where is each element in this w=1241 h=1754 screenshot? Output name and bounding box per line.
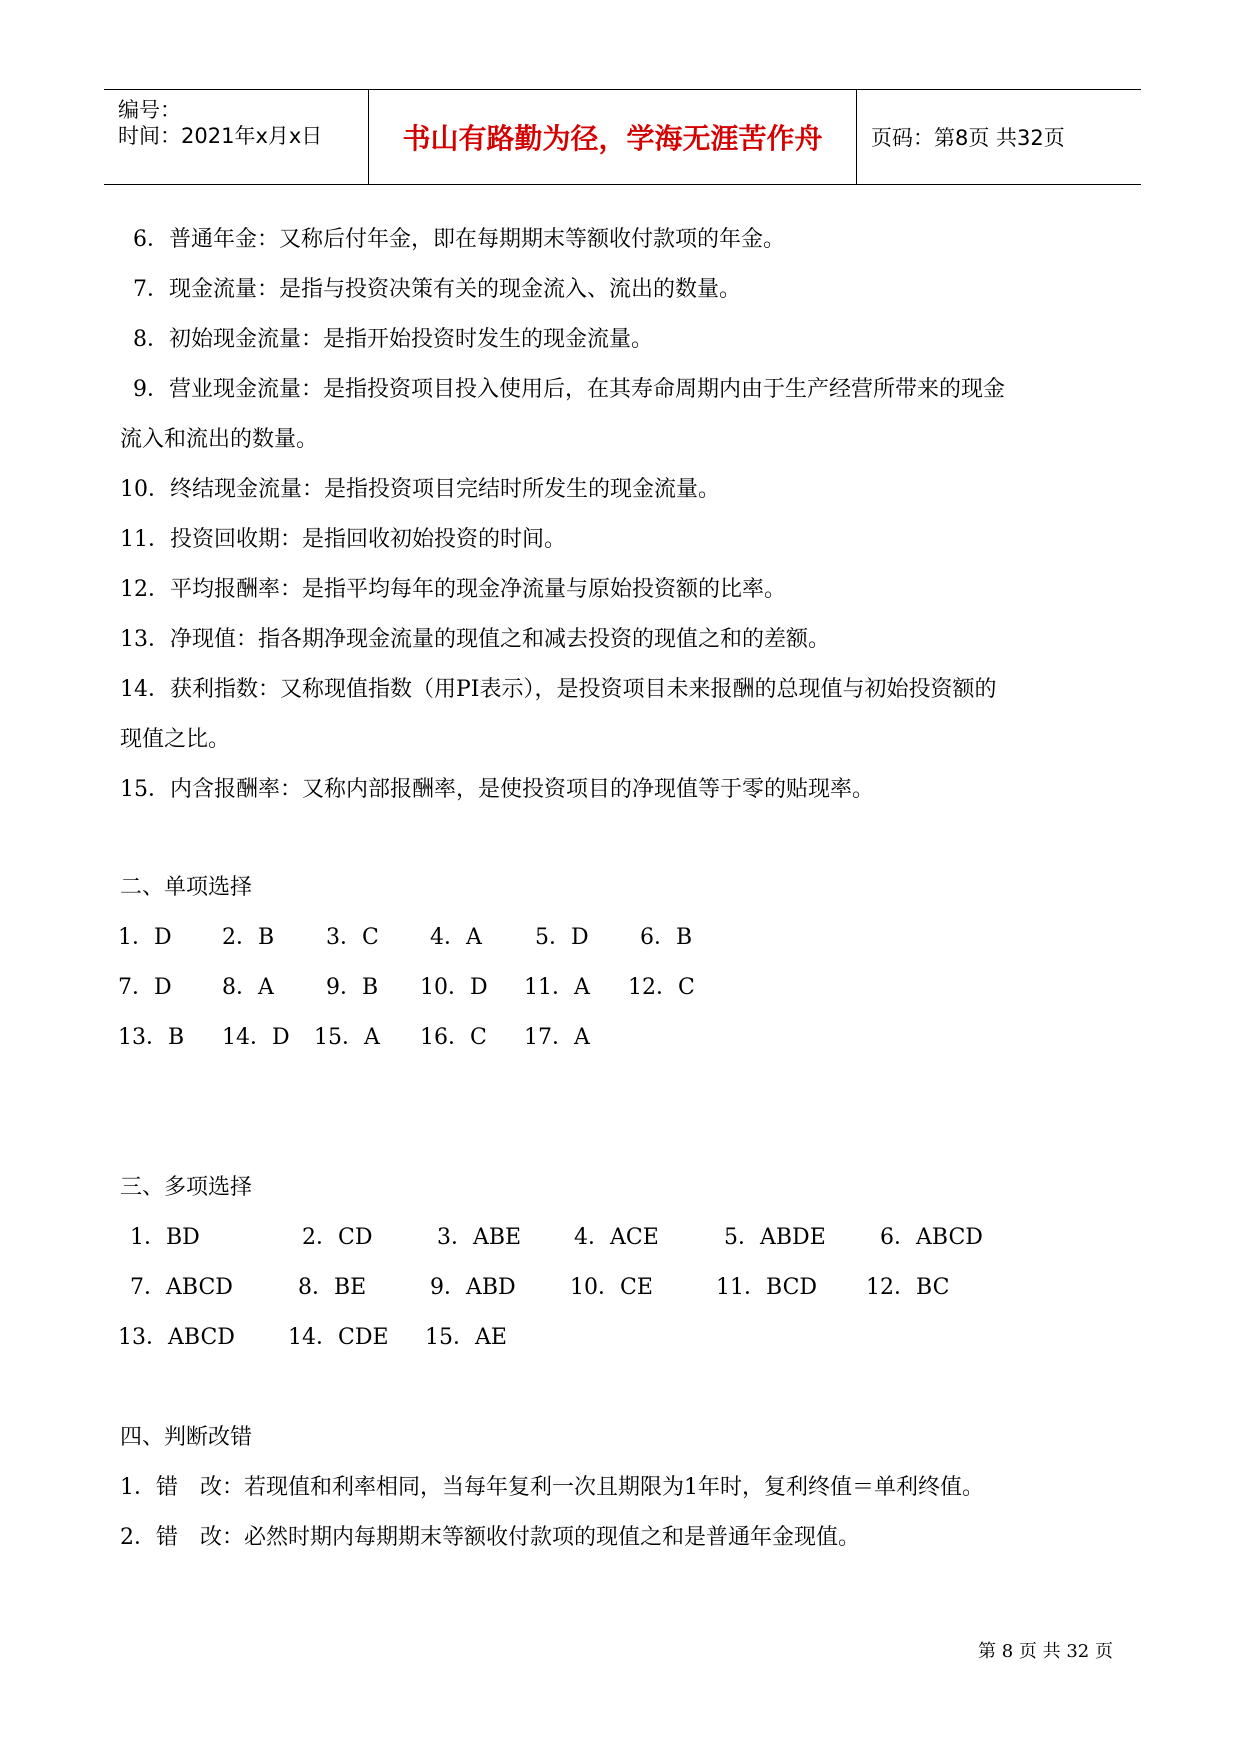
definition-12: 12．平均报酬率：是指平均每年的现金净流量与原始投资额的比率。 <box>120 577 786 602</box>
definition-11: 11．投资回收期：是指回收初始投资的时间。 <box>120 527 566 552</box>
definition-9-cont: 流入和流出的数量。 <box>120 427 319 452</box>
answer: 3．C <box>326 925 379 950</box>
answer: 9．ABD <box>430 1275 516 1300</box>
multi-choice-title: 三、多项选择 <box>120 1175 253 1200</box>
answer: 3．ABE <box>437 1225 522 1250</box>
answer: 12．C <box>628 975 695 1000</box>
answer: 10．CE <box>570 1275 653 1300</box>
definition-14-cont: 现值之比。 <box>120 727 231 752</box>
answer: 4．ACE <box>574 1225 659 1250</box>
definition-13: 13．净现值：指各期净现金流量的现值之和减去投资的现值之和的差额。 <box>120 627 830 652</box>
number-label: 编号： <box>118 98 181 122</box>
answer: 11．A <box>524 975 590 1000</box>
answer: 2．CD <box>302 1225 373 1250</box>
answer: 7．ABCD <box>130 1275 233 1300</box>
answer: 15．AE <box>425 1325 507 1350</box>
answer: 1．BD <box>130 1225 200 1250</box>
answer: 10．D <box>420 975 488 1000</box>
definition-15: 15．内含报酬率：又称内部报酬率，是使投资项目的净现值等于零的贴现率。 <box>120 777 874 802</box>
definition-7: 7．现金流量：是指与投资决策有关的现金流入、流出的数量。 <box>133 277 741 302</box>
page-footer: 第 8 页 共 32 页 <box>978 1641 1113 1662</box>
motto: 书山有路勤为径，学海无涯苦作舟 <box>369 90 857 184</box>
answer: 9．B <box>326 975 379 1000</box>
answer: 5．ABDE <box>724 1225 826 1250</box>
answer: 13．ABCD <box>118 1325 235 1350</box>
judgement-title: 四、判断改错 <box>120 1425 253 1450</box>
answer: 4．A <box>430 925 482 950</box>
answer: 14．CDE <box>288 1325 389 1350</box>
definition-10: 10．终结现金流量：是指投资项目完结时所发生的现金流量。 <box>120 477 720 502</box>
page-label: 页码：第8页 共32页 <box>871 126 1065 150</box>
answer: 16．C <box>420 1025 487 1050</box>
single-choice-title: 二、单项选择 <box>120 875 253 900</box>
answer: 1．D <box>118 925 172 950</box>
answer: 6．B <box>640 925 693 950</box>
judgement-item-2: 2．错 改：必然时期内每期期末等额收付款项的现值之和是普通年金现值。 <box>120 1525 860 1550</box>
answer: 11．BCD <box>716 1275 818 1300</box>
answer: 8．A <box>222 975 274 1000</box>
definition-9: 9．营业现金流量：是指投资项目投入使用后，在其寿命周期内由于生产经营所带来的现金 <box>133 377 1006 402</box>
time-label: 时间：2021年x月x日 <box>118 124 323 148</box>
answer: 5．D <box>535 925 589 950</box>
header-meta-cell <box>104 90 369 184</box>
answer: 14．D <box>222 1025 290 1050</box>
answer: 17．A <box>524 1025 590 1050</box>
definition-6: 6．普通年金：又称后付年金，即在每期期末等额收付款项的年金。 <box>133 227 785 252</box>
judgement-item-1: 1．错 改：若现值和利率相同，当每年复利一次且期限为1年时，复利终值＝单利终值。 <box>120 1475 984 1500</box>
header-table <box>104 89 1141 185</box>
answer: 7．D <box>118 975 172 1000</box>
answer: 8．BE <box>298 1275 367 1300</box>
answer: 12．BC <box>866 1275 950 1300</box>
definition-8: 8．初始现金流量：是指开始投资时发生的现金流量。 <box>133 327 653 352</box>
answer: 15．A <box>314 1025 380 1050</box>
answer: 2．B <box>222 925 275 950</box>
answer: 13．B <box>118 1025 185 1050</box>
answer: 6．ABCD <box>880 1225 983 1250</box>
definition-14: 14．获利指数：又称现值指数（用PI表示），是投资项目未来报酬的总现值与初始投资额的 <box>120 677 997 702</box>
